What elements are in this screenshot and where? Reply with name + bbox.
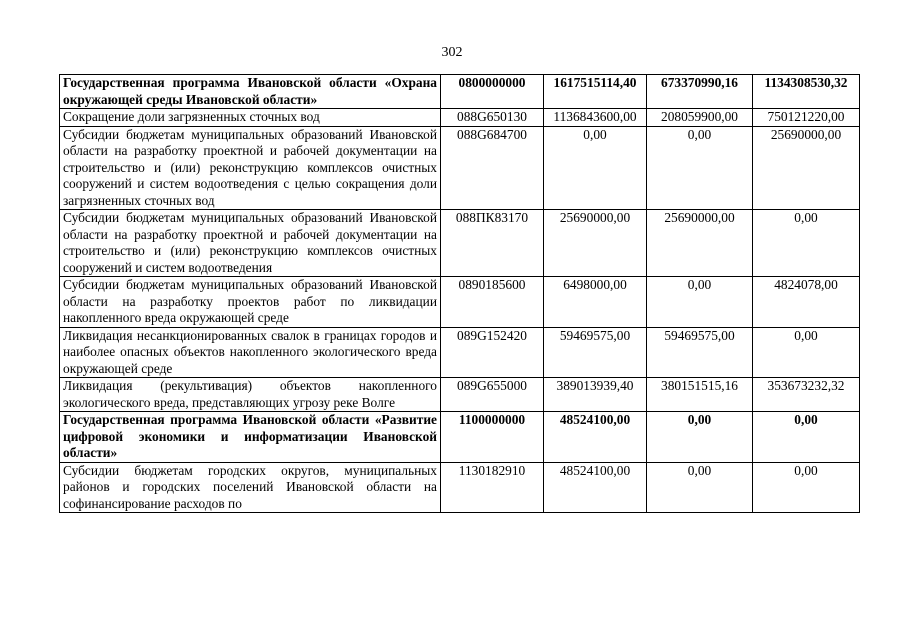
row-value-2-cell: 673370990,16 (647, 75, 753, 109)
row-code-cell: 1100000000 (441, 412, 544, 463)
table-row (60, 277, 860, 328)
row-value-1-cell: 6498000,00 (544, 277, 647, 328)
row-name-cell: Государственная программа Ивановской области «Развитие цифровой экономики и информатизации Ивановской области» (60, 412, 441, 463)
row-value-1-cell: 0,00 (544, 126, 647, 210)
row-value-2-cell: 380151515,16 (647, 378, 753, 412)
row-code-cell: 088ПК83170 (441, 210, 544, 277)
row-code-cell: 0800000000 (441, 75, 544, 109)
row-value-2-cell: 0,00 (647, 277, 753, 328)
row-name-cell: Субсидии бюджетам муниципальных образований Ивановской области на разработку проектной и рабочей документации на строительство и (или) реконструкцию комплексов очистных сооружений и систем водоотведения (60, 210, 441, 277)
row-code-cell: 089G655000 (441, 378, 544, 412)
row-value-1-cell: 59469575,00 (544, 327, 647, 378)
table-row (60, 126, 860, 210)
row-value-2-cell: 25690000,00 (647, 210, 753, 277)
row-name-cell: Субсидии бюджетам муниципальных образований Ивановской области на разработку проектной и рабочей документации на строительство и (или) реконструкцию комплексов очистных сооружений и систем водоотведения с целью сокращения доли загрязненных сточных вод (60, 126, 441, 210)
row-code-cell: 088G650130 (441, 109, 544, 127)
row-code-cell: 089G152420 (441, 327, 544, 378)
row-value-3-cell: 353673232,32 (753, 378, 860, 412)
row-value-1-cell: 25690000,00 (544, 210, 647, 277)
row-name-cell: Субсидии бюджетам городских округов, муниципальных районов и городских поселений Ивановской области на софинансирование расходов по (60, 462, 441, 513)
row-value-1-cell: 389013939,40 (544, 378, 647, 412)
row-value-3-cell: 25690000,00 (753, 126, 860, 210)
row-value-2-cell: 208059900,00 (647, 109, 753, 127)
row-value-3-cell: 0,00 (753, 412, 860, 463)
table-body (60, 75, 860, 513)
row-value-2-cell: 0,00 (647, 126, 753, 210)
row-name-cell: Субсидии бюджетам муниципальных образований Ивановской области на разработку проектов работ по ликвидации накопленного вреда окружающей среде (60, 277, 441, 328)
row-name-cell: Сокращение доли загрязненных сточных вод (60, 109, 441, 127)
row-name-cell: Ликвидация несанкционированных свалок в границах городов и наиболее опасных объектов накопленного экологического вреда окружающей среде (60, 327, 441, 378)
row-value-2-cell: 59469575,00 (647, 327, 753, 378)
table-row (60, 109, 860, 127)
row-name-cell: Государственная программа Ивановской области «Охрана окружающей среды Ивановской области» (60, 75, 441, 109)
table-row (60, 378, 860, 412)
row-value-3-cell: 0,00 (753, 210, 860, 277)
row-value-1-cell: 48524100,00 (544, 412, 647, 463)
row-value-2-cell: 0,00 (647, 412, 753, 463)
table-row (60, 210, 860, 277)
row-code-cell: 1130182910 (441, 462, 544, 513)
row-value-1-cell: 1136843600,00 (544, 109, 647, 127)
table-row (60, 462, 860, 513)
row-name-cell: Ликвидация (рекультивация) объектов накопленного экологического вреда, представляющих угрозу реке Волге (60, 378, 441, 412)
page-number: 302 (441, 45, 463, 60)
row-value-2-cell: 0,00 (647, 462, 753, 513)
row-value-3-cell: 0,00 (753, 462, 860, 513)
row-value-3-cell: 0,00 (753, 327, 860, 378)
row-code-cell: 0890185600 (441, 277, 544, 328)
budget-table (59, 74, 860, 513)
table-row-program (60, 75, 860, 109)
table-row-program (60, 412, 860, 463)
row-value-1-cell: 48524100,00 (544, 462, 647, 513)
row-code-cell: 088G684700 (441, 126, 544, 210)
row-value-3-cell: 1134308530,32 (753, 75, 860, 109)
row-value-1-cell: 1617515114,40 (544, 75, 647, 109)
row-value-3-cell: 750121220,00 (753, 109, 860, 127)
row-value-3-cell: 4824078,00 (753, 277, 860, 328)
table-row (60, 327, 860, 378)
